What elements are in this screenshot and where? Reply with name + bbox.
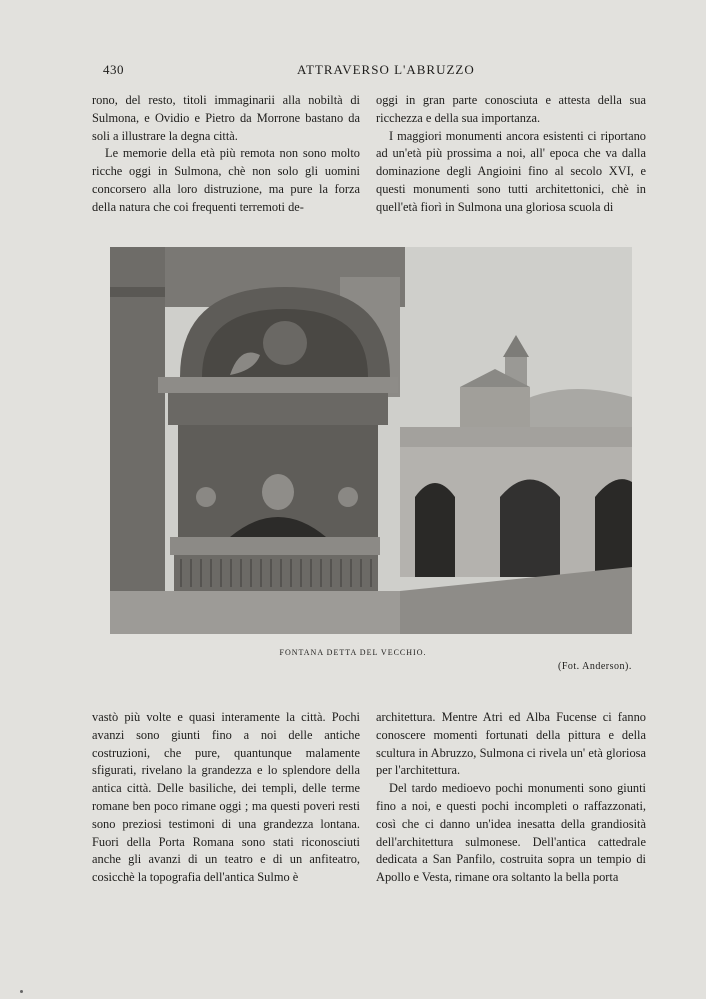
paragraph: Le memorie della età più remota non sono molto ricche oggi in Sulmona, chè non solo gli uomini concorsero alla loro distruzione, ma pure la forza della natura che coi frequenti terremoti de- [92,146,360,214]
paragraph: vastò più volte e quasi interamente la città. Pochi avanzi sono giunti fino a noi delle antiche costruzioni, che pure, quantunque malamente sfigurati, rivelano la grandezza e lo splendore della antica città. Delle basiliche, dei templi, delle terme romane ben poco rimane oggi ; ma questi poveri resti sono preziosi testimoni di una grandezza lontana. Fuori della Porta Romana sono stati riconosciuti anche gli avanzi di un teatro e di un anfiteatro, cosicchè la topografia dell'antica Sulmo è [92,710,360,885]
running-title: ATTRAVERSO L'ABRUZZO [297,62,475,77]
bottom-left-column [92,709,360,887]
paragraph: Del tardo medioevo pochi monumenti sono giunti fino a noi, e questi pochi incompleti o raffazzonati, così che ci danno un'idea inesatta della grandiosità dell'architettura sulmonese. Dell'antica cattedrale dedicata a San Panfilo, costruita sopra un tempio di Apollo e Vesta, rimane ora soltanto la bella porta [376,781,646,885]
paragraph: rono, del resto, titoli immaginarii alla nobiltà di Sulmona, e Ovidio e Pietro da Morrone bastano da soli a illustrare la degna città. [92,93,360,143]
top-left-column [92,92,360,217]
paper-speck [20,990,23,993]
paragraph: architettura. Mentre Atri ed Alba Fucense ci fanno conoscere momenti fortunati della pittura e della scultura in Abruzzo, Sulmona ci rivela un' età gloriosa per l'architettura. [376,710,646,778]
fountain-photograph [110,247,632,634]
top-right-column [376,92,646,217]
paragraph: I maggiori monumenti ancora esistenti ci riportano ad un'età più prossima a noi, all' epoca che va dalla dominazione degli Angioini fino al secolo XVI, e questi monumenti sono tutti architettonici, chè in quell'età fiorì in Sulmona una gloriosa scuola di [376,128,646,214]
bottom-right-column [376,709,646,887]
figure-caption: FONTANA DETTA DEL VECCHIO. [279,648,427,657]
page-header [0,62,706,78]
page-number: 430 [103,62,124,77]
paragraph: oggi in gran parte conosciuta e attesta della sua ricchezza e della sua importanza. [376,93,646,125]
photo-credit: (Fot. Anderson). [558,661,632,672]
